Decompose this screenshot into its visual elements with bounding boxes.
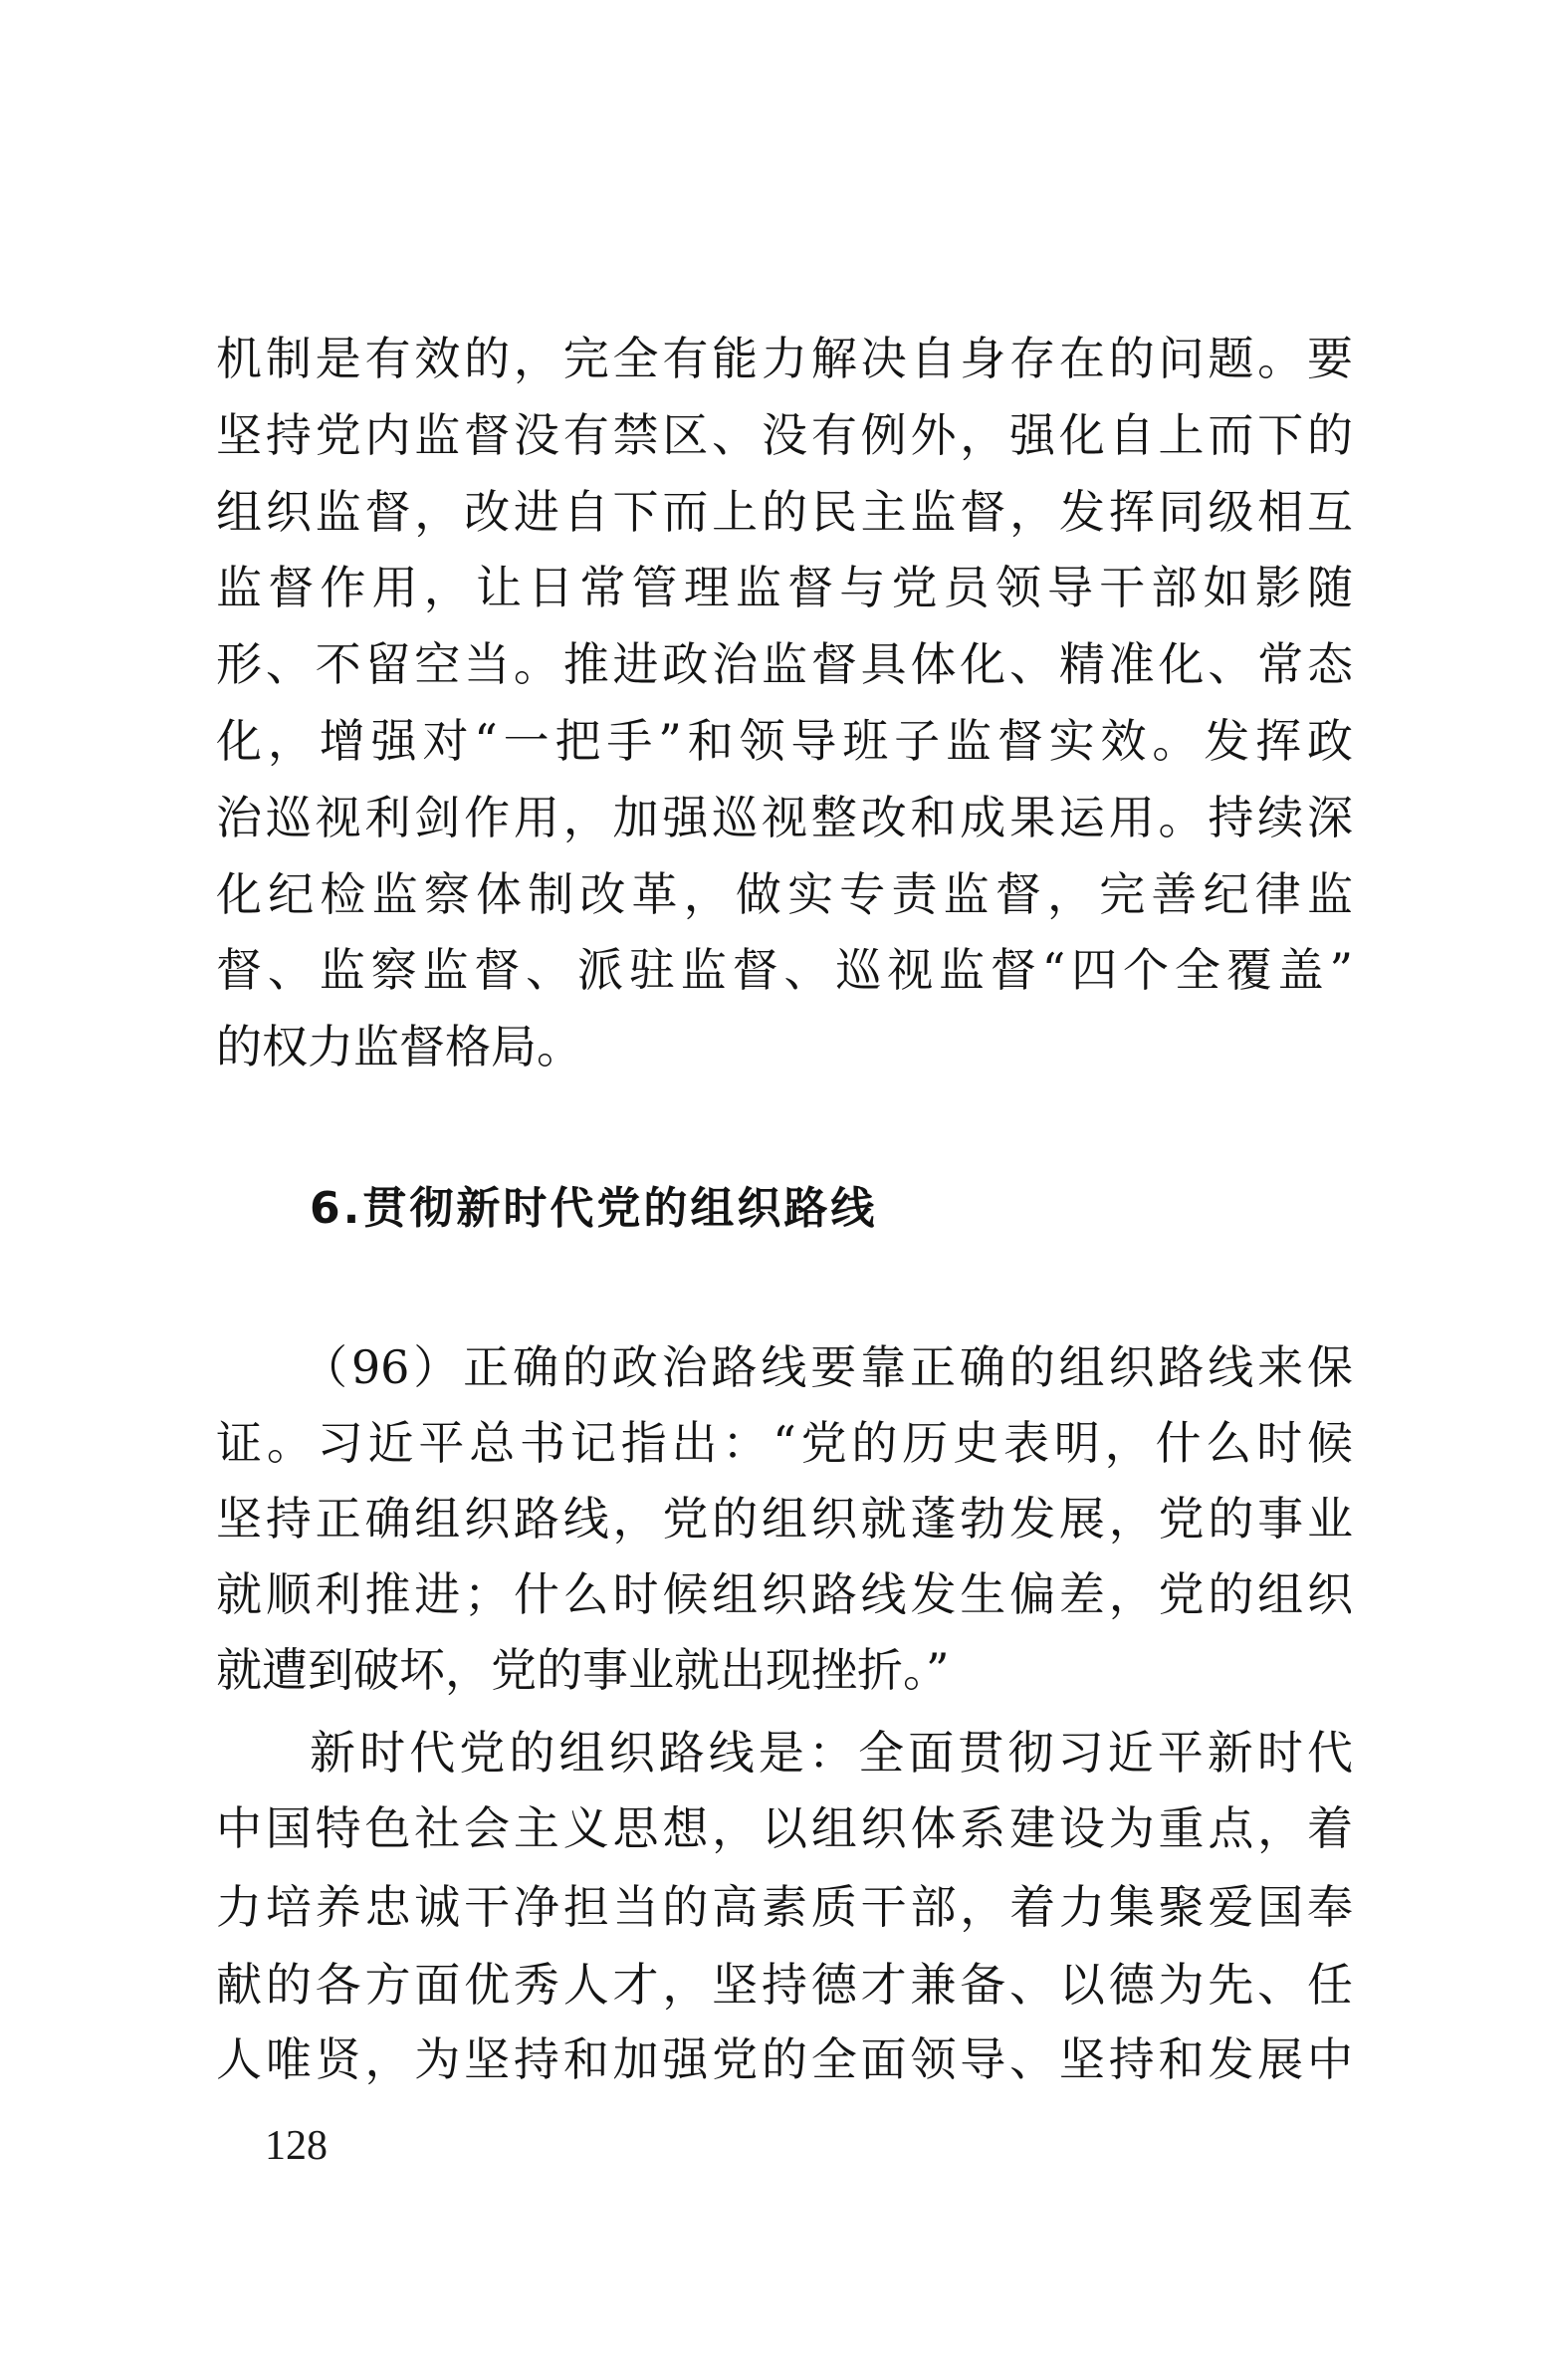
- paragraph-line: 力培养忠诚干净担当的高素质干部，着力集聚爱国奉: [216, 1880, 1353, 1934]
- paragraph-line: 献的各方面优秀人才，坚持德才兼备、以德为先、任: [216, 1958, 1353, 2012]
- paragraph-line: 就遭到破坏，党的事业就出现挫折。”: [216, 1643, 950, 1697]
- paragraph-line: 化，增强对“一把手”和领导班子监督实效。发挥政: [216, 714, 1353, 768]
- paragraph-line: 坚持党内监督没有禁区、没有例外，强化自上而下的: [216, 408, 1353, 462]
- paragraph-line: 坚持正确组织路线，党的组织就蓬勃发展，党的事业: [216, 1492, 1353, 1546]
- paragraph-line: 证。习近平总书记指出：“党的历史表明，什么时候: [216, 1416, 1353, 1470]
- paragraph-line: 人唯贤，为坚持和加强党的全面领导、坚持和发展中: [216, 2032, 1353, 2086]
- paragraph-line: 组织监督，改进自下而上的民主监督，发挥同级相互: [216, 485, 1353, 539]
- paragraph-line: 形、不留空当。推进政治监督具体化、精准化、常态: [216, 637, 1353, 691]
- page-number: 128: [265, 2123, 328, 2169]
- paragraph-line: 化纪检监察体制改革，做实专责监督，完善纪律监: [216, 867, 1353, 921]
- paragraph-line: 督、监察监督、派驻监督、巡视监督“四个全覆盖”: [216, 943, 1353, 997]
- paragraph-line: （96）正确的政治路线要靠正确的组织路线来保: [302, 1340, 1353, 1394]
- section-heading: 6.贯彻新时代党的组织路线: [310, 1183, 878, 1234]
- paragraph-line: 的权力监督格局。: [216, 1020, 582, 1073]
- paragraph-line: 新时代党的组织路线是：全面贯彻习近平新时代: [310, 1726, 1353, 1780]
- paragraph-line: 监督作用，让日常管理监督与党员领导干部如影随: [216, 561, 1353, 614]
- paragraph-line: 机制是有效的，完全有能力解决自身存在的问题。要: [216, 332, 1353, 385]
- paragraph-line: 就顺利推进；什么时候组织路线发生偏差，党的组织: [216, 1567, 1353, 1621]
- paragraph-line: 中国特色社会主义思想，以组织体系建设为重点，着: [216, 1801, 1353, 1855]
- paragraph-line: 治巡视利剑作用，加强巡视整改和成果运用。持续深: [216, 791, 1353, 844]
